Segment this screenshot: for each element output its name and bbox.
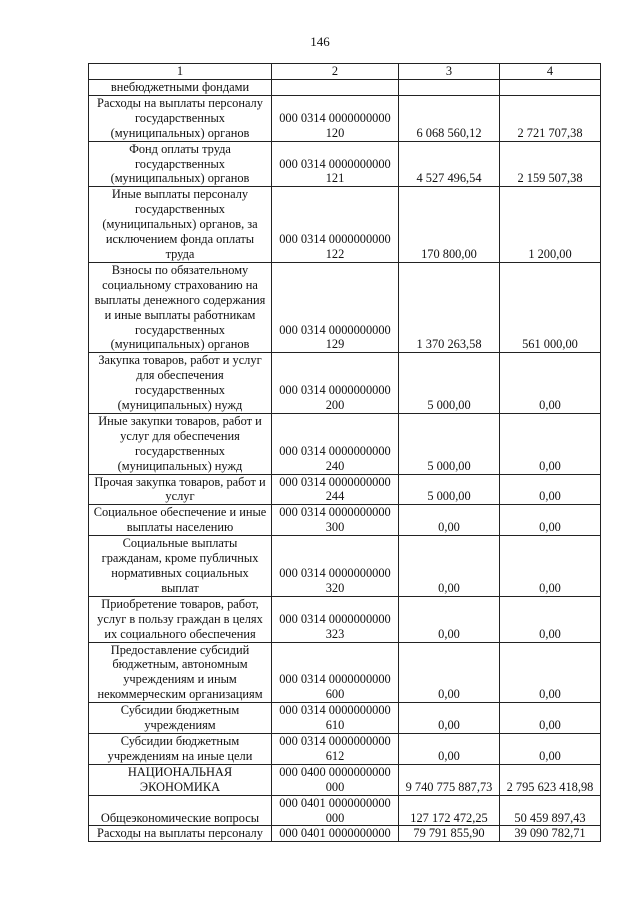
budget-code-line: 244 <box>325 489 345 504</box>
row-name-line: их социального обеспечения <box>104 626 256 641</box>
budget-code-cell <box>272 141 399 187</box>
amount-col3-cell: 79 791 855,90 <box>399 826 500 842</box>
amount-col3-cell: 6 068 560,12 <box>399 95 500 141</box>
budget-code-line: 000 0314 0000000000 <box>279 322 391 337</box>
budget-code-cell <box>272 262 399 352</box>
table-row <box>89 764 601 795</box>
amount-col3-cell: 0,00 <box>399 703 500 734</box>
table-row <box>89 642 601 703</box>
budget-code-line: 000 0314 0000000000 <box>279 672 391 687</box>
row-name-line: (муниципальных) нужд <box>117 458 243 473</box>
budget-code-line: 200 <box>325 398 345 413</box>
row-name-line: для обеспечения <box>136 368 224 383</box>
column-header: 4 <box>500 64 601 80</box>
table-row <box>89 536 601 597</box>
budget-code-cell <box>272 642 399 703</box>
budget-code-line: 323 <box>325 626 345 641</box>
table-header-row <box>89 64 601 80</box>
row-name-line: Расходы на выплаты персоналу <box>97 95 263 110</box>
row-name-line: Социальное обеспечение и иные <box>93 505 267 520</box>
row-name-cell <box>89 95 272 141</box>
row-name-cell <box>89 353 272 414</box>
row-name-line: исключением фонда оплаты <box>105 232 255 247</box>
row-name-line: (муниципальных) нужд <box>117 398 243 413</box>
row-name-line: Иные выплаты персоналу <box>111 187 249 202</box>
row-name-cell <box>89 80 272 96</box>
budget-code-cell <box>272 703 399 734</box>
budget-code-line: 000 0314 0000000000 <box>279 703 391 718</box>
amount-col3-cell: 5 000,00 <box>399 413 500 474</box>
row-name-cell <box>89 141 272 187</box>
row-name-line: (муниципальных) органов <box>110 337 250 352</box>
budget-code-line: 000 0314 0000000000 <box>279 232 391 247</box>
amount-col3-cell: 0,00 <box>399 536 500 597</box>
row-name-line: бюджетным, автономным <box>112 657 248 672</box>
table-row <box>89 95 601 141</box>
amount-col3-cell: 170 800,00 <box>399 187 500 263</box>
table-row <box>89 80 601 96</box>
budget-code-line: 300 <box>325 520 345 535</box>
row-name-line: ЭКОНОМИКА <box>139 779 221 794</box>
row-name-line: услуг в пользу граждан в целях <box>97 611 263 626</box>
column-header: 2 <box>272 64 399 80</box>
amount-col3-cell: 0,00 <box>399 596 500 642</box>
row-name-line: (муниципальных) органов <box>110 171 250 186</box>
row-name-line: Субсидии бюджетным <box>120 703 240 718</box>
budget-code-cell <box>272 353 399 414</box>
budget-code-line: 000 0314 0000000000 <box>279 156 391 171</box>
row-name-line: учреждениям <box>144 718 216 733</box>
amount-col3-cell: 1 370 263,58 <box>399 262 500 352</box>
budget-code-line: 000 0400 0000000000 <box>279 764 391 779</box>
budget-code-line: 600 <box>325 687 345 702</box>
budget-code-line: 000 0314 0000000000 <box>279 443 391 458</box>
budget-code-line: 000 0314 0000000000 <box>279 733 391 748</box>
budget-code-line: 000 <box>325 779 345 794</box>
amount-col4-cell: 0,00 <box>500 353 601 414</box>
budget-code-line: 000 0314 0000000000 <box>279 505 391 520</box>
table-row <box>89 353 601 414</box>
amount-col4-cell: 2 159 507,38 <box>500 141 601 187</box>
table-row <box>89 474 601 505</box>
amount-col4-cell: 50 459 897,43 <box>500 795 601 826</box>
row-name-line: Взносы по обязательному <box>111 262 249 277</box>
row-name-line: внебюджетными фондами <box>110 80 250 94</box>
table-row <box>89 703 601 734</box>
row-name-line: государственных <box>134 202 225 217</box>
table-row <box>89 795 601 826</box>
row-name-line: услуг для обеспечения <box>120 428 240 443</box>
amount-col3-cell: 5 000,00 <box>399 474 500 505</box>
row-name-line: государственных <box>134 443 225 458</box>
budget-code-line: 000 0401 0000000000 <box>279 826 391 841</box>
budget-code-line: 000 <box>325 810 345 825</box>
row-name-line: Приобретение товаров, работ, <box>101 596 259 611</box>
page-number: 146 <box>310 34 330 49</box>
amount-col4-cell: 2 721 707,38 <box>500 95 601 141</box>
budget-code-line: 320 <box>325 580 345 595</box>
amount-col3-cell: 5 000,00 <box>399 353 500 414</box>
row-name-line: учреждениям и иным <box>123 672 237 687</box>
row-name-line: Расходы на выплаты персоналу <box>97 826 263 841</box>
row-name-cell <box>89 187 272 263</box>
amount-col3-cell: 4 527 496,54 <box>399 141 500 187</box>
amount-col4-cell: 0,00 <box>500 536 601 597</box>
row-name-line: Фонд оплаты труда <box>129 141 231 156</box>
budget-code-line: 610 <box>325 718 345 733</box>
budget-code-cell <box>272 826 399 842</box>
row-name-line: (муниципальных) органов, за <box>102 217 258 232</box>
amount-col3-cell: 0,00 <box>399 642 500 703</box>
budget-code-cell <box>272 505 399 536</box>
row-name-line: НАЦИОНАЛЬНАЯ <box>127 764 233 779</box>
budget-code-line: 612 <box>325 748 345 763</box>
row-name-line: государственных <box>134 156 225 171</box>
row-name-line: гражданам, кроме публичных <box>101 551 259 566</box>
amount-col4-cell: 2 795 623 418,98 <box>500 764 601 795</box>
table-row <box>89 596 601 642</box>
budget-code-line: 000 0314 0000000000 <box>279 611 391 626</box>
row-name-cell <box>89 413 272 474</box>
budget-code-cell <box>272 764 399 795</box>
budget-code-cell <box>272 95 399 141</box>
table-row <box>89 826 601 842</box>
budget-code-cell <box>272 413 399 474</box>
budget-code-line: 000 0401 0000000000 <box>279 795 391 810</box>
row-name-line: (муниципальных) органов <box>110 125 250 140</box>
budget-code-cell <box>272 80 399 96</box>
amount-col4-cell: 39 090 782,71 <box>500 826 601 842</box>
budget-code-line: 000 0314 0000000000 <box>279 110 391 125</box>
row-name-line: государственных <box>134 110 225 125</box>
amount-col4-cell: 0,00 <box>500 703 601 734</box>
amount-col4-cell: 0,00 <box>500 474 601 505</box>
budget-code-line: 129 <box>325 337 345 352</box>
table-row <box>89 413 601 474</box>
budget-code-line: 000 0314 0000000000 <box>279 566 391 580</box>
row-name-line: некоммерческим организациям <box>97 687 263 702</box>
row-name-line: социальному страхованию на <box>102 277 258 292</box>
budget-code-cell <box>272 474 399 505</box>
row-name-line: Иные закупки товаров, работ и <box>98 413 262 428</box>
row-name-line: Прочая закупка товаров, работ и <box>94 474 266 489</box>
budget-code-cell <box>272 536 399 597</box>
row-name-cell <box>89 703 272 734</box>
amount-col4-cell: 0,00 <box>500 596 601 642</box>
budget-code-line: 000 0314 0000000000 <box>279 474 391 489</box>
row-name-line: государственных <box>134 383 225 398</box>
budget-code-cell <box>272 596 399 642</box>
table-row <box>89 141 601 187</box>
row-name-line: Предоставление субсидий <box>110 642 250 657</box>
amount-col4-cell: 0,00 <box>500 733 601 764</box>
amount-col3-cell: 0,00 <box>399 505 500 536</box>
row-name-line: выплат <box>161 580 199 595</box>
row-name-cell <box>89 826 272 842</box>
amount-col4-cell: 1 200,00 <box>500 187 601 263</box>
amount-col4-cell: 0,00 <box>500 642 601 703</box>
row-name-line: нормативных социальных <box>111 566 249 580</box>
budget-code-cell <box>272 733 399 764</box>
amount-col4-cell <box>500 80 601 96</box>
column-header: 3 <box>399 64 500 80</box>
row-name-line: Субсидии бюджетным <box>120 733 240 748</box>
row-name-cell <box>89 596 272 642</box>
amount-col4-cell: 0,00 <box>500 505 601 536</box>
row-name-line: Закупка товаров, работ и услуг <box>98 353 262 368</box>
row-name-line: труда <box>165 246 195 261</box>
budget-code-line: 000 0314 0000000000 <box>279 383 391 398</box>
table-row <box>89 262 601 352</box>
amount-col3-cell: 127 172 472,25 <box>399 795 500 826</box>
table-row <box>89 187 601 263</box>
amount-col3-cell: 0,00 <box>399 733 500 764</box>
row-name-line: Социальные выплаты <box>122 536 238 551</box>
amount-col3-cell <box>399 80 500 96</box>
amount-col4-cell: 0,00 <box>500 413 601 474</box>
budget-code-cell <box>272 795 399 826</box>
row-name-line: услуг <box>165 489 195 504</box>
table-row <box>89 733 601 764</box>
amount-col4-cell: 561 000,00 <box>500 262 601 352</box>
row-name-line: и иные выплаты работникам <box>104 307 256 322</box>
row-name-line: учреждениям на иные цели <box>107 748 253 763</box>
table-row <box>89 505 601 536</box>
row-name-cell <box>89 764 272 795</box>
row-name-line: Общеэкономические вопросы <box>100 810 260 825</box>
row-name-cell <box>89 642 272 703</box>
row-name-cell <box>89 795 272 826</box>
row-name-cell <box>89 733 272 764</box>
budget-code-line: 121 <box>325 171 345 186</box>
column-header: 1 <box>89 64 272 80</box>
row-name-cell <box>89 536 272 597</box>
budget-code-line: 120 <box>325 125 345 140</box>
row-name-line: государственных <box>134 322 225 337</box>
budget-code-cell <box>272 187 399 263</box>
budget-code-line: 122 <box>325 246 345 261</box>
row-name-cell <box>89 505 272 536</box>
budget-table <box>88 63 601 842</box>
row-name-line: выплаты населению <box>126 520 234 535</box>
budget-code-line: 240 <box>325 458 345 473</box>
row-name-line: выплаты денежного содержания <box>94 292 266 307</box>
amount-col3-cell: 9 740 775 887,73 <box>399 764 500 795</box>
row-name-cell <box>89 474 272 505</box>
row-name-cell <box>89 262 272 352</box>
